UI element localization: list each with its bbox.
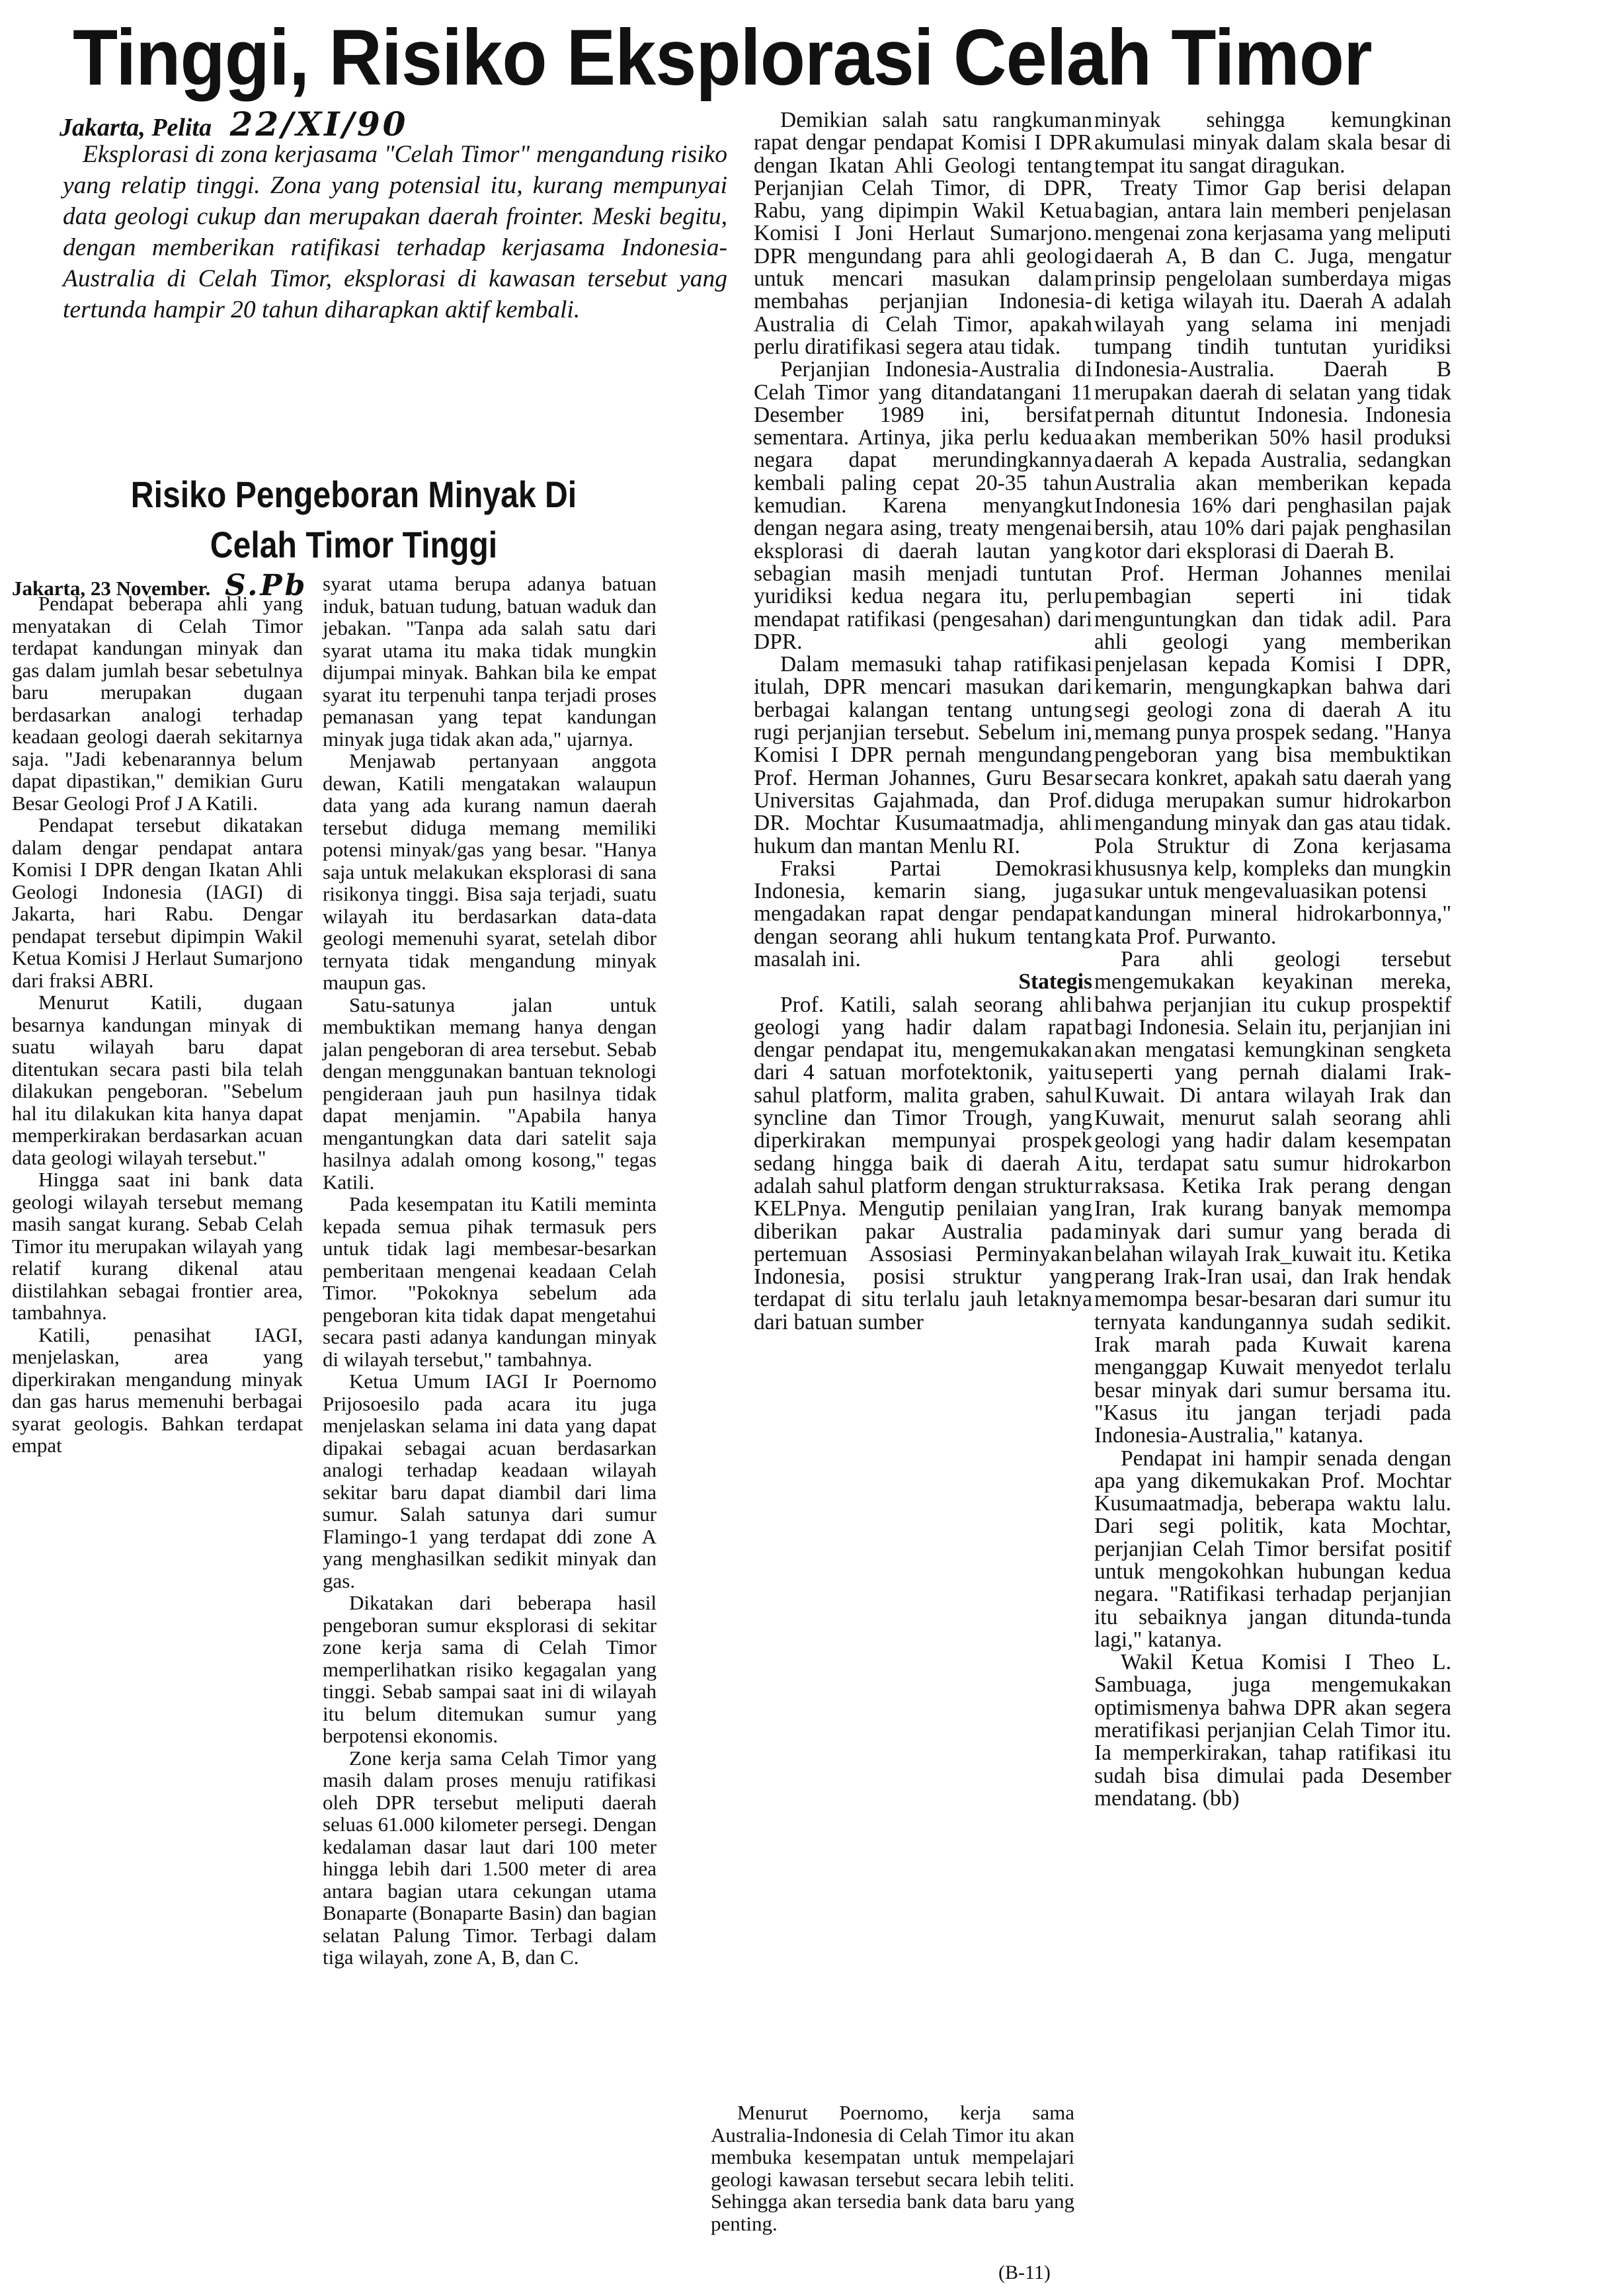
- paragraph: minyak sehingga kemungkinan akumulasi minyak dalam skala besar di tempat itu sangat diragukan.: [1094, 108, 1451, 178]
- paragraph: Dalam memasuki tahap ratifikasi itulah, DPR mencari masukan dari berbagai kalangan tentang untung rugi perjanjian tersebut. Sebelum ini, Komisi I DPR pernah mengundang Prof. Herman Johannes, Guru Besar Universitas Gajahmada, dan Prof. DR. Mochtar Kusumaatmadja, ahli hukum dan mantan Menlu RI.: [754, 652, 1092, 858]
- handwritten-date: 22/XI/90: [229, 104, 409, 144]
- paragraph: Satu-satunya jalan untuk membuktikan memang hanya dengan jalan pengeboran di area tersebut. Sebab dengan menggunakan bantuan teknologi pengideraan jauh pun hasilnya tidak dapat menjamin. "Apabila hanya mengantungkan data dari satelit saja hasilnya adalah omong kosong," tegas Katili.: [323, 993, 657, 1194]
- paragraph: Prof. Katili, salah seorang ahli geologi yang hadir dalam rapat dengar pendapat itu, mengemukakan dari 4 satuan morfotektonik, yaitu sahul platform, malita graben, sahul syncline dan Timor Trough, yang diperkirakan mempunyai prospek sedang hingga baik di daerah A adalah sahul platform dengan struktur KELPnya. Mengutip penilaian yang diberikan pakar Australia pada pertemuan Assosiasi Perminyakan Indonesia, posisi struktur yang terdapat di situ terlalu jauh letaknya dari batuan sumber: [754, 992, 1092, 1334]
- sub-dateline-text: Jakarta, 23 November.: [12, 577, 211, 600]
- paragraph: Zone kerja sama Celah Timor yang masih dalam proses menuju ratifikasi oleh DPR tersebut meliputi daerah seluas 61.000 kilometer persegi. Dengan kedalaman dasar laut dari 100 meter hingga lebih dari 1.500 meter di area antara bagian utara cekungan utama Bonaparte (Bonaparte Basin) dan bagian selatan Palung Timor. Terbagi dalam tiga wilayah, zone A, B, dan C.: [323, 1746, 657, 1969]
- subheading: Stategis: [1018, 969, 1092, 995]
- paragraph: kandungan mineral hidrokarbonnya," kata Prof. Purwanto.: [1094, 901, 1451, 949]
- lead-paragraph: Eksplorasi di zona kerjasama "Celah Timor" mengandung risiko yang relatip tinggi. Zona yang potensial itu, kurang mempunyai data geologi cukup dan merupakan daerah frointer. Meski begitu, dengan memberikan ratifikasi terhadap kerjasama Indonesia-Australia di Celah Timor, eksplorasi di kawasan tersebut yang tertunda hampir 20 tahun diharapkan aktif kembali.: [63, 141, 727, 323]
- paragraph: Treaty Timor Gap berisi delapan bagian, antara lain memberi penjelasan mengenai zona kerjasama yang meliputi daerah A, B dan C. Juga, mengatur prinsip pengelolaan sumberdaya migas di ketiga wilayah itu. Daerah A adalah wilayah yang selama ini menjadi tumpang tindih tuntutan yuridiksi Indonesia-Australia. Daerah B merupakan daerah di selatan yang tidak pernah dituntut Indonesia. Indonesia akan memberikan 50% hasil produksi daerah A kepada Australia, sedangkan Australia akan memberikan kepada Indonesia 16% dari penghasilan pajak bersih, atau 10% dari pajak penghasilan kotor dari eksplorasi di Daerah B.: [1094, 175, 1451, 563]
- paragraph: syarat utama berupa adanya batuan induk, batuan tudung, batuan waduk dan jebakan. "Tanpa ada salah satu dari syarat utama itu maka tidak mungkin dijumpai minyak. Bahkan bila ke empat syarat itu terpenuhi tanpa terjadi proses pemanasan yang tepat kandungan minyak juga tidak akan ada," ujarnya.: [323, 572, 657, 751]
- paragraph: Perjanjian Indonesia-Australia di Celah Timor yang ditandatangani 11 Desember 1989 ini, bersifat sementara. Artinya, jika perlu kedua negara dapat merundingkannya kembali paling cepat 20-35 tahun kemudian. Karena menyangkut dengan negara asing, treaty mengenai eksplorasi di daerah lautan yang sebagian masih menjadi tuntutan yuridiksi kedua negara itu, perlu mendapat ratifikasi (pengesahan) dari DPR.: [754, 357, 1092, 654]
- paragraph: Dikatakan dari beberapa hasil pengeboran sumur eksplorasi di sekitar zone kerja sama di Celah Timor memperlihatkan risiko kegagalan yang tinggi. Sebab sampai saat ini di wilayah itu belum ditemukan sumur yang berpotensi ekonomis.: [323, 1591, 657, 1747]
- story2-column-3: [711, 2102, 1074, 2234]
- paragraph: Wakil Ketua Komisi I Theo L. Sambuaga, juga mengemukakan optimismenya bahwa DPR akan segera meratifikasi perjanjian Celah Timor itu. Ia memperkirakan, tahap ratifikasi itu sudah bisa dimulai pada Desember mendatang. (bb): [1094, 1650, 1451, 1811]
- paragraph: Pendapat beberapa ahli yang menyatakan di Celah Timor terdapat kandungan minyak dan gas dalam jumlah besar sebetulnya baru merupakan dugaan berdasarkan analogi terhadap keadaan geologi daerah sekitarnya saja. "Jadi kebenarannya belum dapat dipastikan," demikian Guru Besar Geologi Prof J A Katili.: [12, 592, 303, 815]
- headline: Tinggi, Risiko Eksplorasi Celah Timor: [73, 13, 1372, 102]
- sub-headline: Risiko Pengeboran Minyak Di Celah Timor Tinggi: [130, 473, 577, 565]
- paragraph: Pendapat ini hampir senada dengan apa yang dikemukakan Prof. Mochtar Kusumaatmadja, beberapa waktu lalu. Dari segi politik, kata Mochtar, perjanjian Celah Timor bersifat positif untuk mengokohkan hubungan kedua negara. "Ratifikasi terhadap perjanjian itu sebaiknya jangan ditunda-tunda lagi," katanya.: [1094, 1446, 1451, 1652]
- paragraph: Menurut Katili, dugaan besarnya kandungan minyak di suatu wilayah baru dapat ditentukan secara pasti bila telah dilakukan pengeboran. "Sebelum hal itu dilakukan kita hanya dapat memperkirakan berdasarkan acuan data geologi wilayah tersebut.": [12, 991, 303, 1169]
- paragraph: Menurut Poernomo, kerja sama Australia-Indonesia di Celah Timor itu akan membuka kesempatan untuk mempelajari geologi kawasan tersebut secara lebih teliti. Sehingga akan tersedia bank data baru yang penting.: [711, 2101, 1074, 2235]
- paragraph: Pada kesempatan itu Katili meminta kepada semua pihak termasuk pers untuk tidak lagi membesar-besarkan pemberitaan mengenai keadaan Celah Timor. "Pokoknya sebelum ada pengeboran kita tidak dapat mengetahui secara pasti adanya kandungan minyak di wilayah tersebut," tambahnya.: [323, 1192, 657, 1371]
- paragraph: Katili, penasihat IAGI, menjelaskan, area yang diperkirakan mengandung minyak dan gas harus memenuhi berbagai syarat geologis. Bahkan terdapat empat: [12, 1323, 303, 1457]
- paragraph: Menjawab pertanyaan anggota dewan, Katili mengatakan walaupun data yang ada kurang namun daerah tersebut diduga memang memiliki potensi minyak/gas yang besar. "Hanya saja untuk melakukan eksplorasi di sana risikonya tinggi. Bisa saja terjadi, suatu wilayah itu berdasarkan data-data geologi memenuhi syarat, setelah dibor ternyata tidak mengandung minyak maupun gas.: [323, 749, 657, 994]
- paragraph: Para ahli geologi tersebut mengemukakan keyakinan mereka, bahwa perjanjian itu cukup prospektif bagi Indonesia. Selain itu, perjanjian ini akan mengatasi kemungkinan sengketa seperti yang pernah dialami Irak-Kuwait. Di antara wilayah Irak dan Kuwait, menurut salah seorang ahli geologi yang hadir dalam kesempatan itu, terdapat satu sumur hidrokarbon raksasa. Ketika Irak perang dengan Iran, Irak kurang banyak memompa minyak dari sumur yang berada di belahan wilayah Irak_kuwait itu. Ketika perang Irak-Iran usai, dan Irak hendak memompa besar-besaran dari sumur itu ternyata kandungannya sudah sedikit. Irak marah pada Kuwait karena menganggap Kuwait menyedot terlalu besar minyak dari sumur bersama itu. "Kasus itu jangan terjadi pada Indonesia-Australia," katanya.: [1094, 946, 1451, 1448]
- paragraph: Demikian salah satu rangkuman rapat dengar pendapat Komisi I DPR dengan Ikatan Ahli Geologi tentang Perjanjian Celah Timor, di DPR, Rabu, yang dipimpin Wakil Ketua Komisi I Joni Herlaut Sumarjono. DPR mengundang para ahli geologi untuk mencari masukan dalam membahas perjanjian Indonesia-Australia di Celah Timor, apakah perlu diratifikasi segera atau tidak.: [754, 108, 1092, 359]
- story2-column-2: [323, 573, 657, 1969]
- story2-column-1: [12, 593, 303, 1457]
- page-code: (B-11): [998, 2262, 1051, 2283]
- handwritten-mark: S.Pb: [224, 569, 308, 602]
- dateline: [60, 104, 408, 144]
- paragraph: Fraksi Partai Demokrasi Indonesia, kemarin siang, juga mengadakan rapat dengar pendapat dengan seorang ahli hukum tentang masalah ini.: [754, 856, 1092, 971]
- paragraph: Prof. Herman Johannes menilai pembagian seperti ini tidak menguntungkan dan tidak adil. Para ahli geologi yang memberikan penjelasan kepada Komisi I DPR, kemarin, mengungkapkan bahwa dari segi geologi zona di daerah A itu memang punya prospek sedang. "Hanya pengeboran yang bisa membuktikan secara konkret, apakah satu daerah yang diduga merupakan sumur hidrokarbon mengandung minyak dan gas atau tidak. Pola Struktur di Zona kerjasama khususnya kelp, kompleks dan mungkin sukar untuk mengevaluasikan potensi: [1094, 561, 1451, 904]
- paragraph: Pendapat tersebut dikatakan dalam dengar pendapat antara Komisi I DPR dengan Ikatan Ahli Geologi Indonesia (IAGI) di Jakarta, hari Rabu. Dengar pendapat tersebut dipimpin Wakil Ketua Komisi J Herlaut Sumarjono dari fraksi ABRI.: [12, 813, 303, 992]
- story1-column-1: [754, 109, 1092, 1334]
- dateline-text: Jakarta, Pelita: [60, 114, 212, 142]
- paragraph: Ketua Umum IAGI Ir Poernomo Prijosoesilo pada acara itu juga menjelaskan selama ini data yang dapat dipakai sebagai acuan berdasarkan analogi terhadap keadaan wilayah sekitar baru dapat diambil dari lima sumur. Salah satunya dari sumur Flamingo-1 yang terdapat ddi zone A yang menghasilkan sedikit minyak dan gas.: [323, 1370, 657, 1592]
- paragraph: Hingga saat ini bank data geologi wilayah tersebut memang masih sangat kurang. Sebab Celah Timor itu merupakan wilayah yang relatif kurang dikenal atau diistilahkan sebagai frontier area, tambahnya.: [12, 1168, 303, 1324]
- story1-column-2: [1094, 109, 1451, 1810]
